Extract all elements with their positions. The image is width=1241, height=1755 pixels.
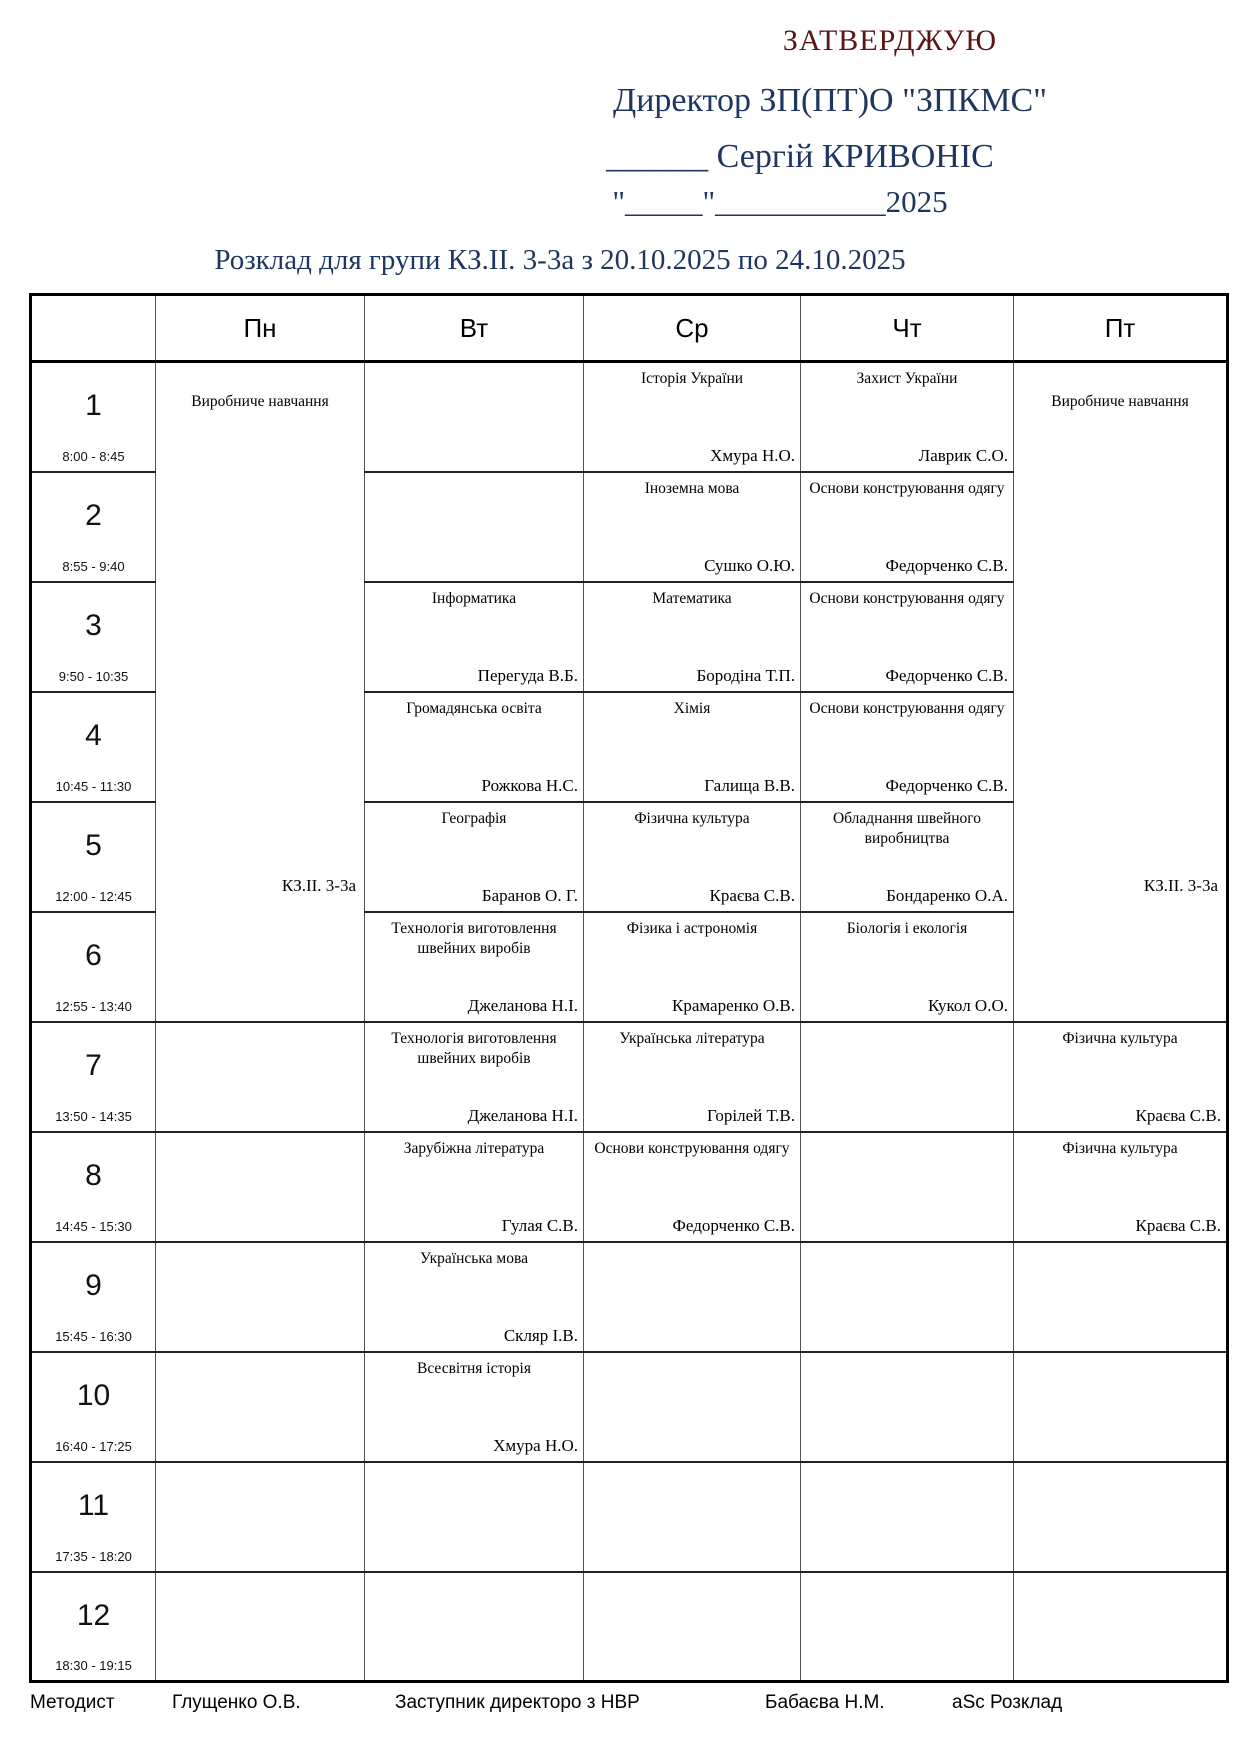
teacher-label: Краєва С.В. [1135,1215,1221,1235]
lesson-cell-tue-7 [365,1022,584,1132]
lesson-cell-wed-11 [584,1462,801,1572]
period-cell-5 [31,802,156,912]
subject-label [584,1463,800,1469]
period-time: 16:40 - 17:25 [55,1438,132,1454]
period-time: 14:45 - 15:30 [55,1218,132,1234]
subject-label: Захист України [856,370,958,387]
lesson-cell-wed-4 [584,692,801,802]
lesson-cell-tue-9 [365,1242,584,1352]
page-title: Розклад для групи КЗ.ІІ. 3-3а з 20.10.2025 по 24.10.2025 [214,244,906,276]
lesson-row-1 [31,362,1228,472]
lesson-row-9 [31,1242,1228,1352]
subject-label: Інформатика [431,589,517,607]
subject-label [365,1463,583,1469]
period-cell-3 [31,582,156,692]
period-number: 8 [85,1158,102,1192]
period-time: 13:50 - 14:35 [55,1108,132,1124]
subject-label [156,1243,364,1249]
teacher-label: Федорченко С.В. [885,555,1008,575]
period-number: 11 [77,1488,110,1522]
period-number: 1 [85,389,102,422]
lesson-cell-tue-5 [365,802,584,912]
teacher-label: Федорченко С.В. [885,775,1008,795]
teacher-label: Кукол О.О. [927,995,1008,1015]
lesson-cell-mon-7 [156,1022,365,1132]
friday-practice-block [1014,362,1228,1022]
subject-label: Українська література [619,1029,765,1047]
period-number: 6 [85,938,102,972]
subject-label [365,473,583,479]
period-number: 7 [85,1048,102,1082]
subject-label: Всесвітня історія [417,1359,531,1377]
subject-label: Обладнання швейного виробництва [832,809,982,848]
teacher-label: Краєва С.В. [1135,1105,1221,1125]
deputy-name: Бабаєва Н.М. [765,1692,885,1713]
subject-label: Громадянська освіта [406,699,542,717]
subject-label: Виробниче навчання [191,393,329,410]
subject-label [801,1573,1013,1579]
subject-label [156,1133,364,1139]
subject-label [584,1573,800,1579]
lesson-cell-thu-7 [801,1022,1014,1132]
subject-label [365,363,583,369]
lesson-cell-tue-8 [365,1132,584,1242]
period-time: 12:00 - 12:45 [55,888,132,904]
teacher-label: Галища В.В. [704,775,795,795]
period-number: 3 [85,608,102,642]
lesson-cell-thu-12 [801,1572,1014,1682]
lesson-cell-thu-5 [801,802,1014,912]
subject-label: Географія [441,809,507,827]
subject-label: Основи конструювання одягу [594,1139,790,1157]
group-label: КЗ.ІІ. 3-3а [281,875,356,895]
period-cell-9 [31,1242,156,1352]
subject-label: Фізична культура [634,809,750,827]
teacher-label: Лаврик С.О. [918,445,1008,465]
subject-label [156,1463,364,1469]
corner-cell [31,295,156,362]
subject-label [584,1243,800,1249]
teacher-label: Баранов О. Г. [481,885,578,905]
period-cell-7 [31,1022,156,1132]
lesson-cell-fri-8 [1014,1132,1228,1242]
lesson-row-10 [31,1352,1228,1462]
lesson-cell-fri-12 [1014,1572,1228,1682]
lesson-cell-thu-1 [801,362,1014,472]
subject-label: Основи конструювання одягу [809,479,1005,497]
monday-practice-block [156,362,365,1022]
lesson-cell-thu-2 [801,472,1014,582]
subject-label [1014,1573,1226,1579]
lesson-cell-thu-3 [801,582,1014,692]
subject-label [156,1573,364,1579]
subject-label: Хімія [673,699,711,717]
period-cell-8 [31,1132,156,1242]
subject-label: Українська мова [420,1249,528,1267]
day-header-mon: Пн [156,295,365,362]
schedule-table [29,293,1229,1683]
lesson-cell-mon-12 [156,1572,365,1682]
period-number: 12 [76,1598,111,1632]
teacher-label: Сушко О.Ю. [704,555,795,575]
day-header-row [31,295,1228,362]
teacher-label: Хмура Н.О. [710,445,795,465]
lesson-cell-thu-9 [801,1242,1014,1352]
subject-label: Технологія виготовлення швейних виробів [391,919,557,958]
subject-label [156,1353,364,1359]
period-cell-10 [31,1352,156,1462]
day-header-wed: Ср [584,295,801,362]
period-number: 5 [85,828,102,862]
period-time: 10:45 - 11:30 [55,778,132,794]
period-time: 12:55 - 13:40 [55,998,132,1014]
day-header-tue: Вт [365,295,584,362]
period-number: 9 [85,1268,102,1302]
lesson-cell-tue-1 [365,362,584,472]
period-cell-6 [31,912,156,1022]
lesson-cell-tue-12 [365,1572,584,1682]
period-cell-4 [31,692,156,802]
subject-label [1014,1243,1226,1249]
teacher-label: Гулая С.В. [501,1215,578,1235]
subject-label: Фізична культура [1062,1139,1178,1157]
footer [0,1692,1241,1722]
lesson-cell-wed-3 [584,582,801,692]
period-cell-12 [31,1572,156,1682]
subject-label: Основи конструювання одягу [809,699,1005,717]
period-number: 4 [85,718,102,752]
signature-line: ______ Сергій КРИВОНІС [606,138,994,175]
lesson-cell-tue-10 [365,1352,584,1462]
teacher-label: Скляр І.В. [503,1325,578,1345]
teacher-label: Бондаренко О.А. [886,885,1008,905]
teacher-label: Горілей Т.В. [707,1105,795,1125]
subject-label: Фізична культура [1062,1029,1178,1047]
lesson-cell-wed-7 [584,1022,801,1132]
subject-label [801,1243,1013,1249]
lesson-cell-tue-2 [365,472,584,582]
period-time: 8:00 - 8:45 [62,448,125,464]
approve-label: ЗАТВЕРДЖУЮ [782,24,998,57]
lesson-cell-tue-6 [365,912,584,1022]
subject-label [1014,1463,1226,1469]
teacher-label: Краєва С.В. [709,885,795,905]
subject-label: Іноземна мова [644,479,740,497]
teacher-label: Хмура Н.О. [493,1435,578,1455]
subject-label [365,1573,583,1579]
subject-label: Біологія і екологія [846,919,968,937]
subject-label: Історія України [640,370,744,387]
subject-label: Технологія виготовлення швейних виробів [391,1029,557,1068]
lesson-cell-wed-1 [584,362,801,472]
lesson-cell-fri-7 [1014,1022,1228,1132]
period-time: 18:30 - 19:15 [55,1658,132,1673]
lesson-cell-wed-6 [584,912,801,1022]
lesson-cell-wed-5 [584,802,801,912]
subject-label [801,1133,1013,1139]
lesson-row-8 [31,1132,1228,1242]
teacher-label: Федорченко С.В. [885,665,1008,685]
teacher-label: Джеланова Н.І. [467,1105,578,1125]
period-cell-2 [31,472,156,582]
methodist-name: Глущенко О.В. [172,1692,301,1713]
period-cell-11 [31,1462,156,1572]
lesson-cell-mon-11 [156,1462,365,1572]
lesson-cell-fri-9 [1014,1242,1228,1352]
lesson-row-11 [31,1462,1228,1572]
lesson-cell-mon-8 [156,1132,365,1242]
director-line: Директор ЗП(ПТ)О "ЗПКМС" [613,82,1047,119]
teacher-label: Федорченко С.В. [672,1215,795,1235]
teacher-label: Перегуда В.Б. [477,665,578,685]
lesson-cell-tue-3 [365,582,584,692]
lesson-row-7 [31,1022,1228,1132]
app-name-label: aSc Розклад [952,1692,1063,1713]
period-time: 9:50 - 10:35 [58,668,129,684]
teacher-label: Бородіна Т.П. [696,665,795,685]
lesson-cell-wed-2 [584,472,801,582]
lesson-cell-thu-11 [801,1462,1014,1572]
lesson-cell-tue-4 [365,692,584,802]
period-cell-1 [31,362,156,472]
subject-label [1014,1353,1226,1359]
period-time: 15:45 - 16:30 [55,1328,132,1344]
teacher-label: Рожкова Н.С. [481,775,578,795]
day-header-thu: Чт [801,295,1014,362]
lesson-cell-thu-6 [801,912,1014,1022]
lesson-row-12 [31,1572,1228,1682]
lesson-cell-wed-9 [584,1242,801,1352]
lesson-cell-mon-10 [156,1352,365,1462]
group-label: КЗ.ІІ. 3-3а [1143,875,1218,895]
methodist-label: Методист [30,1692,115,1713]
lesson-cell-thu-10 [801,1352,1014,1462]
subject-label: Зарубіжна література [403,1139,545,1157]
period-number: 10 [76,1378,111,1412]
subject-label [801,1023,1013,1029]
date-line: "_____"___________2025 [612,184,948,219]
lesson-cell-mon-9 [156,1242,365,1352]
subject-label [801,1353,1013,1359]
subject-label: Математика [652,589,732,607]
lesson-cell-fri-11 [1014,1462,1228,1572]
subject-label: Виробниче навчання [1051,393,1189,410]
subject-label [801,1463,1013,1469]
lesson-cell-thu-8 [801,1132,1014,1242]
day-header-fri: Пт [1014,295,1228,362]
subject-label: Основи конструювання одягу [809,589,1005,607]
subject-label: Фізика і астрономія [626,919,758,937]
lesson-cell-wed-12 [584,1572,801,1682]
period-time: 17:35 - 18:20 [55,1548,132,1564]
lesson-cell-wed-8 [584,1132,801,1242]
lesson-cell-tue-11 [365,1462,584,1572]
subject-label [584,1353,800,1359]
lesson-cell-thu-4 [801,692,1014,802]
teacher-label: Крамаренко О.В. [672,995,795,1015]
deputy-label: Заступник директоро з НВР [395,1692,640,1713]
lesson-cell-wed-10 [584,1352,801,1462]
lesson-cell-fri-10 [1014,1352,1228,1462]
teacher-label: Джеланова Н.І. [467,995,578,1015]
period-number: 2 [85,498,102,532]
period-time: 8:55 - 9:40 [62,558,125,574]
subject-label [156,1023,364,1029]
